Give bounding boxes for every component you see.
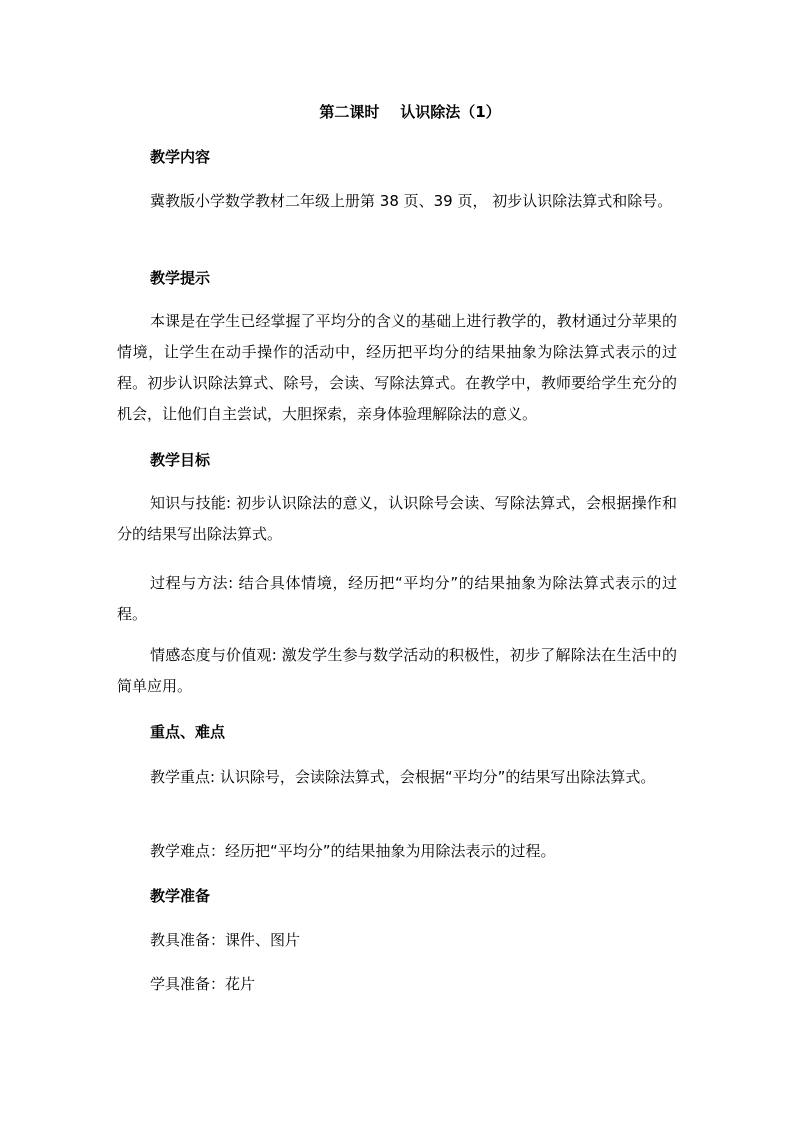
section-heading-key-points: 重点、难点 <box>150 723 226 741</box>
paragraph-teaching-aids: 教具准备：课件、图片 <box>150 931 301 949</box>
paragraph-key-focus: 教学重点: 认识除号，会读除法算式，会根据“平均分”的结果写出除法算式。 <box>150 768 656 786</box>
paragraph-goal-knowledge: 知识与技能: 初步认识除法的意义，认识除号会读、写除法算式，会根据操作和分的结果写出除法算式。 <box>117 494 677 543</box>
paragraph-content: 冀教版小学数学教材二年级上册第 38 页、39 页， 初步认识除法算式和除号。 <box>150 192 673 210</box>
page-title: 第二课时 认识除法（1） <box>319 103 501 121</box>
paragraph-goal-attitude: 情感态度与价值观: 激发学生参与数学活动的积极性，初步了解除法在生活中的简单应用。 <box>117 646 677 695</box>
paragraph-learning-aids: 学具准备：花片 <box>150 975 256 993</box>
paragraph-goal-process: 过程与方法: 结合具体情境，经历把“平均分”的结果抽象为除法算式表示的过程。 <box>117 574 677 623</box>
section-heading-content: 教学内容 <box>150 148 211 166</box>
paragraph-key-difficulty: 教学难点：经历把“平均分”的结果抽象为用除法表示的过程。 <box>150 842 556 860</box>
section-heading-goals: 教学目标 <box>150 451 211 469</box>
paragraph-hint: 本课是在学生已经掌握了平均分的含义的基础上进行教学的，教材通过分苹果的情境，让学生在动手操作的活动中，经历把平均分的结果抽象为除法算式表示的过程。初步认识除法算式、除号，会读、写除法算式。在教学中，教师要给学生充分的机会，让他们自主尝试，大胆探索，亲身体验理解除法的意义。 <box>117 312 677 423</box>
section-heading-hint: 教学提示 <box>150 269 211 287</box>
section-heading-preparation: 教学准备 <box>150 887 211 905</box>
